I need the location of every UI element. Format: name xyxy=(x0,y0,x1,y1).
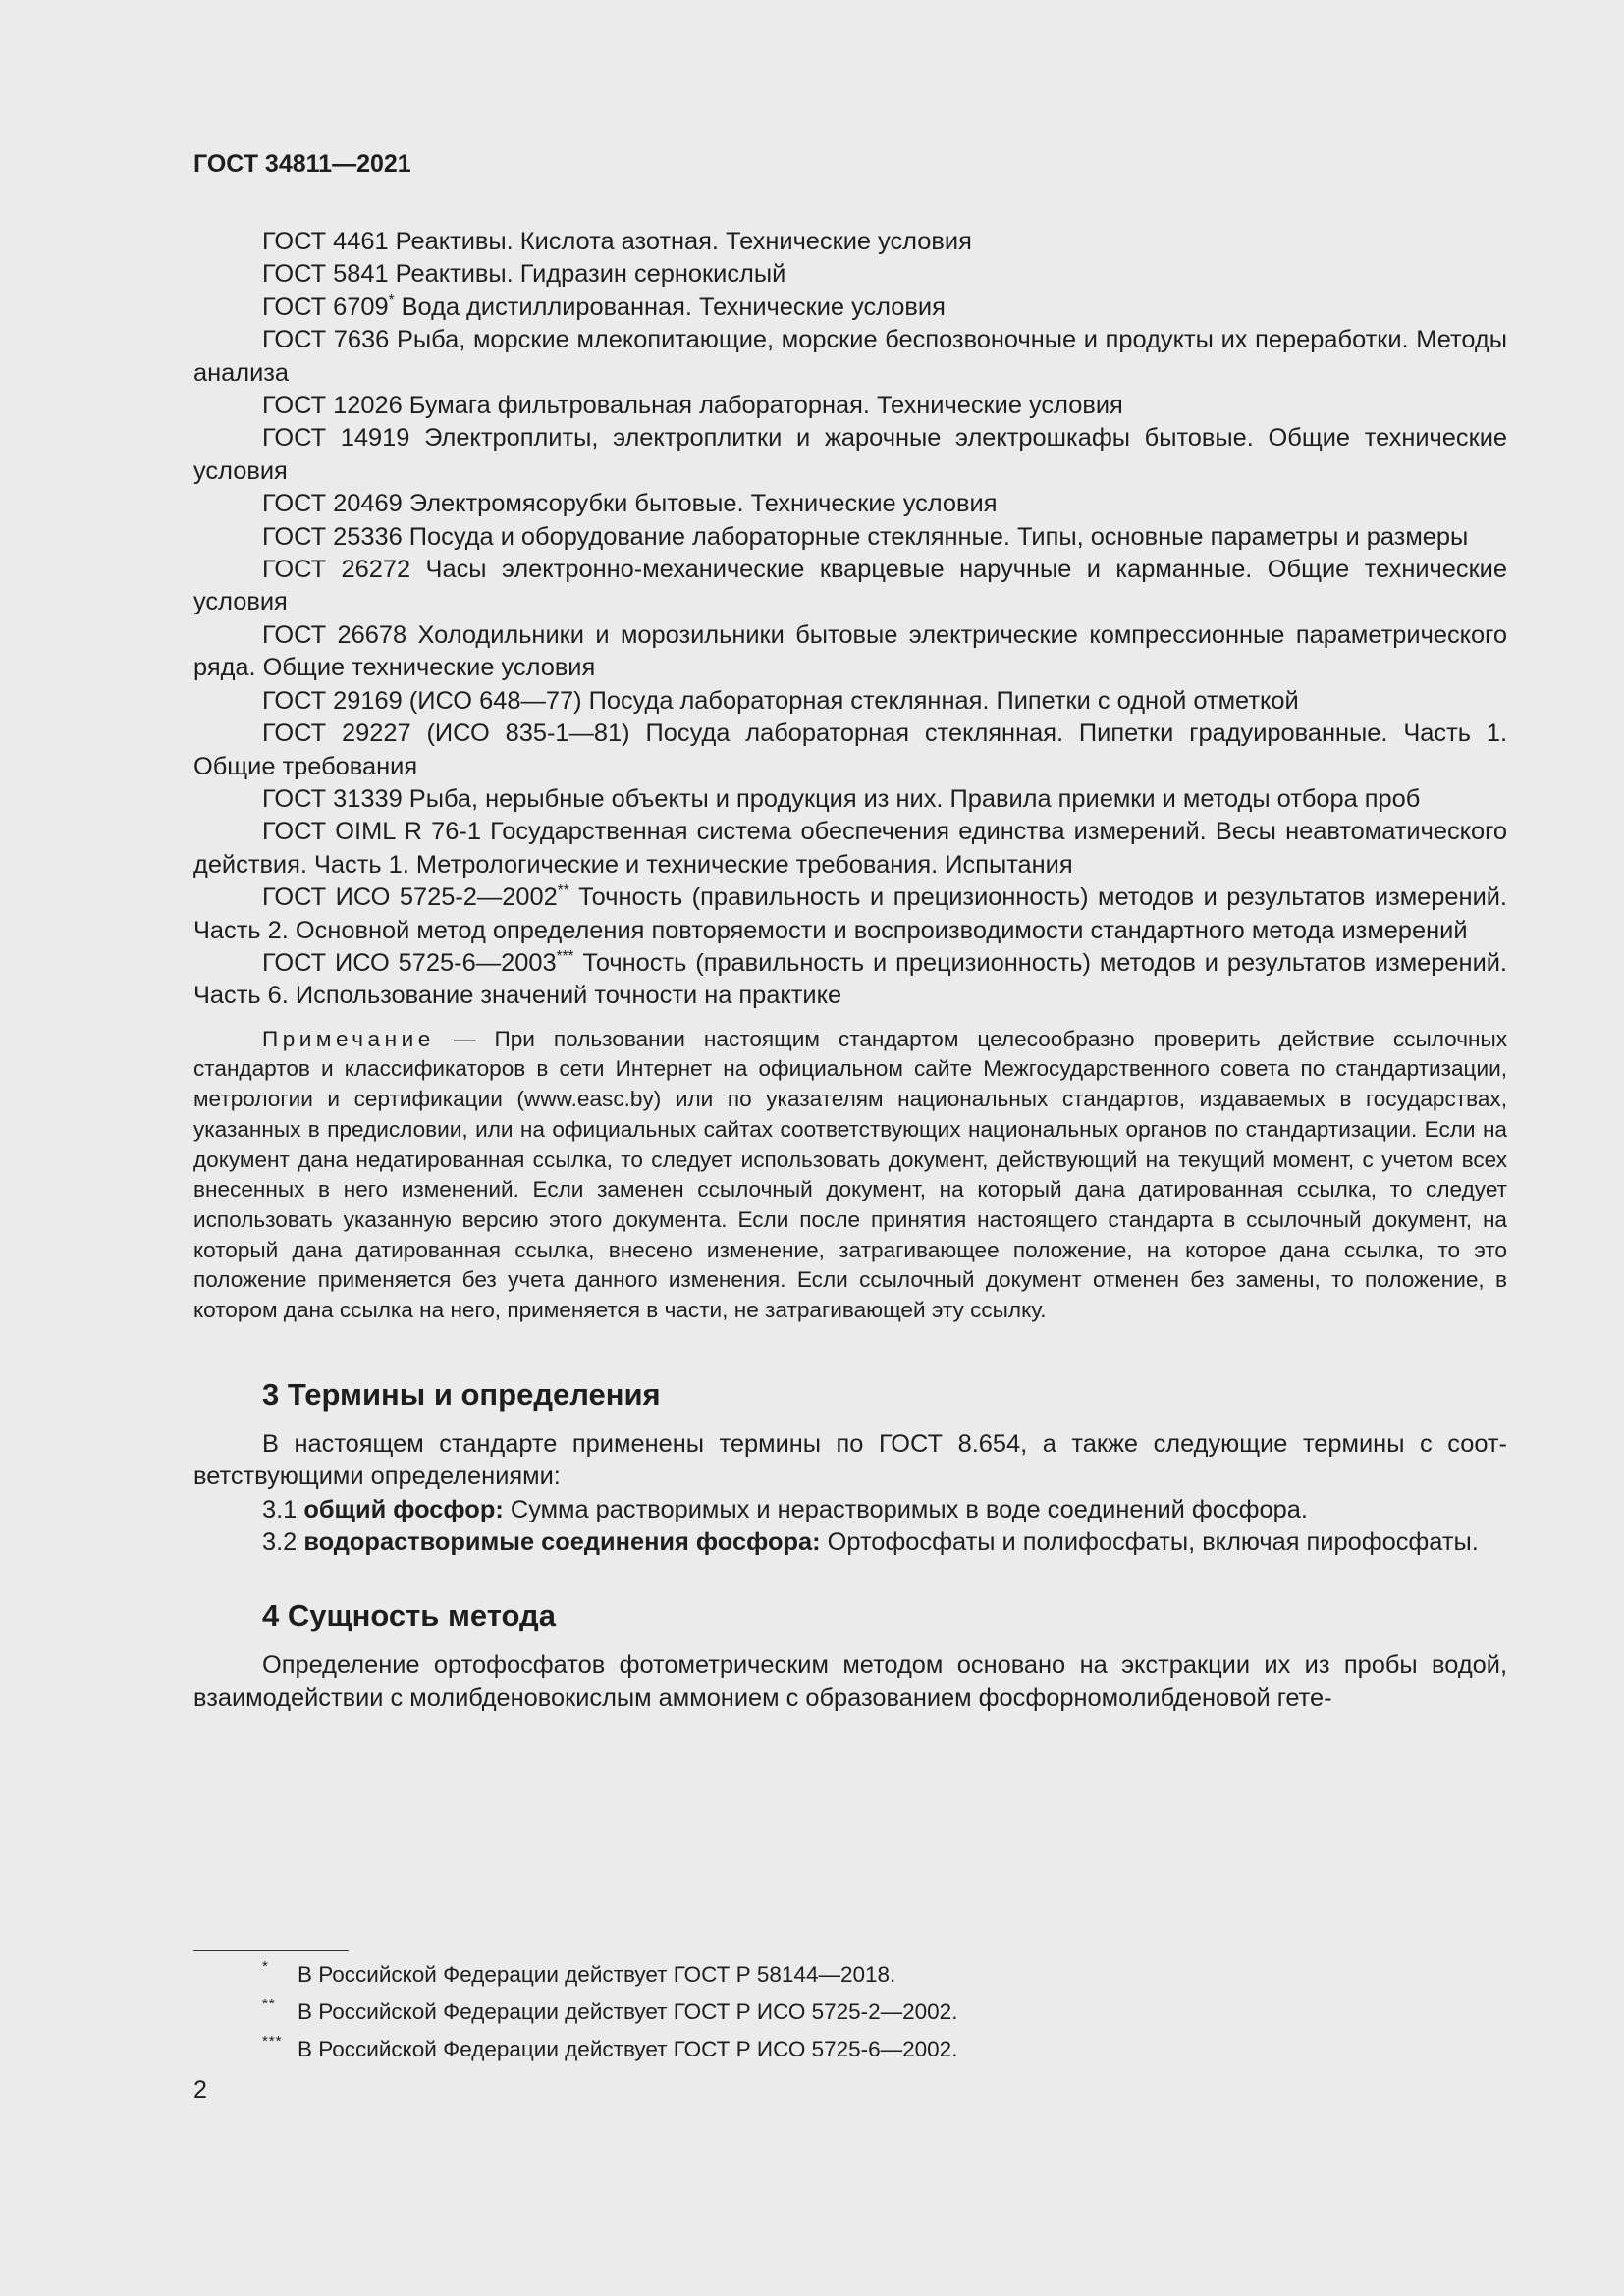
footnote-reference-mark: ** xyxy=(557,882,569,900)
footnotes xyxy=(193,1956,1470,2068)
section-3-intro: В настоящем стандарте применены термины по ГОСТ 8.654, а также следующие термины с соответствующими определениями: xyxy=(193,1429,1507,1491)
document-header: ГОСТ 34811—2021 xyxy=(193,150,411,178)
reference-item: ГОСТ 20469 Электромясорубки бытовые. Технические условия xyxy=(262,490,998,518)
footnote-text: В Российской Федерации действует ГОСТ Р ИСО 5725-2—2002. xyxy=(298,2000,958,2024)
footnote-mark: ** xyxy=(262,1996,276,2012)
reference-item: ГОСТ 29169 (ИСО 648—77) Посуда лабораторная стеклянная. Пипетки с одной отметкой xyxy=(262,686,1299,715)
footnote-reference-mark: * xyxy=(388,292,395,309)
term-number: 3.2 xyxy=(262,1528,304,1556)
note-text: При пользовании настоящим стандартом целесообразно проверить действие ссылочных стандартов и классификаторов в сети Интернет на официальном сайте Межгосударственного совета по стандартизации, метрологии и сертификации (www.easc.by) или по указателям национальных стандартов, издаваемых в государствах, указанных в предисловии, или на официальных сайтах соответствующих национальных органов по стандартизации. Если на документ дана недатированная ссылка, то следует использовать документ, действующий на текущий момент, с учетом всех внесенных в него изменений. Если заменен ссылочный документ, на который дана датированная ссылка, то следует использовать указанную версию этого документа. Если после принятия настоящего стандарта в ссылочный документ, на который дана датированная ссылка, внесено изменение, затрагивающее положение, на которое дана ссылка, то это положение применяется без учета данного изменения. Если ссылочный документ отменен без замены, то положение, в котором дана ссылка на него, применяется в части, не затрагивающей эту ссылку. xyxy=(193,1026,1507,1323)
term-number: 3.1 xyxy=(262,1495,304,1523)
footnote-item xyxy=(193,2031,1470,2068)
footnote-item xyxy=(193,1994,1470,2031)
term-name: водорастворимые соединения фосфора: xyxy=(303,1528,821,1556)
reference-item: ГОСТ 25336 Посуда и оборудование лабораторные стеклянные. Типы, основные параметры и размеры xyxy=(262,522,1469,551)
reference-item: ГОСТ 7636 Рыба, морские млекопитающие, морские беспозвоночные и продукты их переработки. Методы анализа xyxy=(193,326,1507,387)
normative-references-list xyxy=(193,226,1507,1013)
footnote-mark: *** xyxy=(262,2033,283,2050)
reference-designation: ГОСТ ИСО 5725-2—2002 xyxy=(262,883,558,912)
reference-item: ГОСТ 12026 Бумага фильтровальная лабораторная. Технические условия xyxy=(262,392,1123,420)
reference-item: ГОСТ OIML R 76-1 Государственная система обеспечения единства измерений. Весы неавтоматического действия. Часть 1. Метрологические и технические требования. Испытания xyxy=(193,818,1507,879)
footnote-separator xyxy=(193,1950,349,1951)
page-content xyxy=(193,226,1507,1715)
note-dash: — xyxy=(434,1026,495,1051)
section-3-title: 3 Термины и определения xyxy=(262,1376,661,1412)
reference-item: ГОСТ 5841 Реактивы. Гидразин сернокислый xyxy=(262,260,786,289)
reference-item: ГОСТ 14919 Электроплиты, электроплитки и жарочные электрошкафы бытовые. Общие технические условия xyxy=(193,424,1507,485)
reference-item: ГОСТ 29227 (ИСО 835-1—81) Посуда лабораторная стеклянная. Пипетки градуированные. Часть 1. Общие требования xyxy=(193,720,1507,780)
reference-title: Точность (правильность и прецизионность) методов и результатов измерений. Часть 6. Использование значений точности на практике xyxy=(193,948,1507,1010)
footnote-mark: * xyxy=(262,1958,269,1975)
reference-item: ГОСТ 26678 Холодильники и морозильники бытовые электрические компрессионные параметрического ряда. Общие технические условия xyxy=(193,620,1507,682)
footnote-item xyxy=(193,1956,1470,1994)
reference-title: Вода дистиллированная. Технические условия xyxy=(394,293,946,321)
reference-designation: ГОСТ 6709 xyxy=(262,293,389,321)
reference-item xyxy=(193,292,1507,324)
reference-item: ГОСТ 31339 Рыба, нерыбные объекты и продукция из них. Правила приемки и методы отбора проб xyxy=(262,784,1421,813)
page-number: 2 xyxy=(193,2076,207,2104)
term-3-2 xyxy=(193,1526,1507,1559)
term-3-1 xyxy=(193,1494,1507,1526)
term-definition: Сумма растворимых и нерастворимых в воде соединений фосфора. xyxy=(503,1495,1308,1523)
reference-item: ГОСТ 4461 Реактивы. Кислота азотная. Технические условия xyxy=(262,228,972,255)
reference-item xyxy=(193,881,1507,947)
reference-item xyxy=(193,947,1507,1013)
section-4-text: Определение ортофосфатов фотометрическим методом основано на экстракции их из пробы водой, взаимодействии с молибденовокислым аммонием с образованием фосфорномолибденовой гете- xyxy=(193,1651,1507,1712)
reference-designation: ГОСТ ИСО 5725-6—2003 xyxy=(262,948,557,977)
note-paragraph xyxy=(193,1025,1507,1326)
note-label: Примечание xyxy=(262,1026,435,1051)
reference-title: Точность (правильность и прецизионность) методов и результатов измерений. Часть 2. Основной метод определения повторяемости и воспроизводимости стандартного метода измерений xyxy=(193,883,1507,944)
term-name: общий фосфор: xyxy=(303,1495,504,1523)
reference-item: ГОСТ 26272 Часы электронно-механические кварцевые наручные и карманные. Общие технические условия xyxy=(193,556,1507,616)
term-definition: Ортофосфаты и полифосфаты, включая пирофосфаты. xyxy=(820,1528,1479,1556)
footnote-text: В Российской Федерации действует ГОСТ Р 58144—2018. xyxy=(298,1962,896,1987)
section-4-title: 4 Сущность метода xyxy=(262,1598,556,1633)
footnote-reference-mark: *** xyxy=(556,948,574,966)
footnote-text: В Российской Федерации действует ГОСТ Р ИСО 5725-6—2002. xyxy=(298,2037,958,2061)
